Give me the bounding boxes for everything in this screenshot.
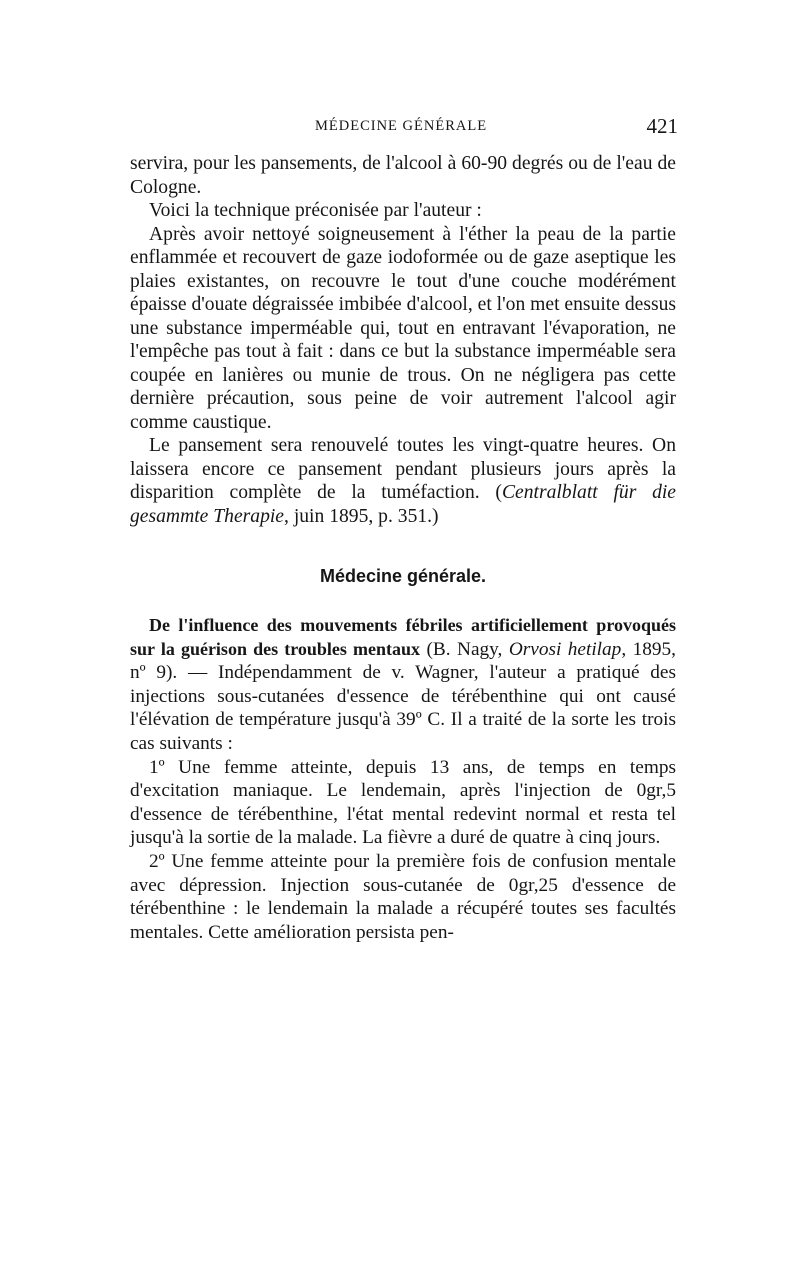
article-journal: Orvosi hetilap [508, 638, 622, 660]
paragraph-renewal [130, 434, 676, 528]
page-body [130, 152, 676, 944]
running-head-title: MÉDECINE GÉNÉRALE [315, 118, 488, 134]
running-head [130, 116, 678, 140]
paragraph-technique-intro: Voici la technique préconisée par l'auteur : [149, 200, 482, 221]
source-journal: Centralblatt für die gesammte Therapie [130, 482, 677, 527]
source-citation: , juin 1895, p. 351.) [284, 505, 439, 527]
case-2: 2º Une femme atteinte pour la première fois de confusion mentale avec dépression. Injection sous-cutanée de 0gr,25 d'essence de térébenthine : le lendemain la malade a récupéré toutes ses facultés mentales. Cette amélioration persista pen- [130, 850, 676, 943]
paragraph-technique: Après avoir nettoyé soigneusement à l'éther la peau de la partie enflammée et recouvert de gaze iodoformée ou de gaze aseptique les plaies existantes, on recouvre le tout d'une couche modérément épaisse d'ouate dégraissée imbibée d'alcool, et l'on met ensuite dessus une substance imperméable qui, tout en entravant l'évaporation, ne l'empêche pas tout à fait : dans ce but la substance imperméable sera coupée en lanières ou munie de trous. On ne négligera pas cette dernière précaution, sous peine de voir autrement l'alcool agir comme caustique. [130, 223, 676, 433]
section-heading: Médecine générale. [319, 566, 487, 586]
case-1: 1º Une femme atteinte, depuis 13 ans, de temps en temps d'excitation maniaque. Le lendemain, après l'injection de 0gr,5 d'essence de térébenthine, l'état mental redevint normal et resta tel jusqu'à la sortie de la malade. La fièvre a duré de quatre à cinq jours. [130, 756, 676, 849]
article-title: De l'influence des mouvements fébriles artificiellement provoqués sur la guérison des troubles mentaux [130, 615, 676, 659]
article-intro-text: , 1895, nº 9). — Indépendamment de v. Wagner, l'auteur a pratiqué des injections sous-cutanées d'essence de térébenthine qui ont causé l'élévation de température jusqu'à 39º C. Il a traité de la sorte les trois cas suivants : [130, 638, 676, 754]
article-author: (B. Nagy, [420, 638, 509, 660]
page-number: 421 [646, 114, 678, 138]
paragraph-continuation: servira, pour les pansements, de l'alcool à 60-90 degrés ou de l'eau de Cologne. [130, 153, 676, 198]
article [130, 614, 676, 944]
article-intro [130, 614, 676, 756]
renewal-text: Le pansement sera renouvelé toutes les vingt-quatre heures. On laissera encore ce pansement pendant plusieurs jours après la disparition complète de la tuméfaction. ( [130, 435, 676, 503]
